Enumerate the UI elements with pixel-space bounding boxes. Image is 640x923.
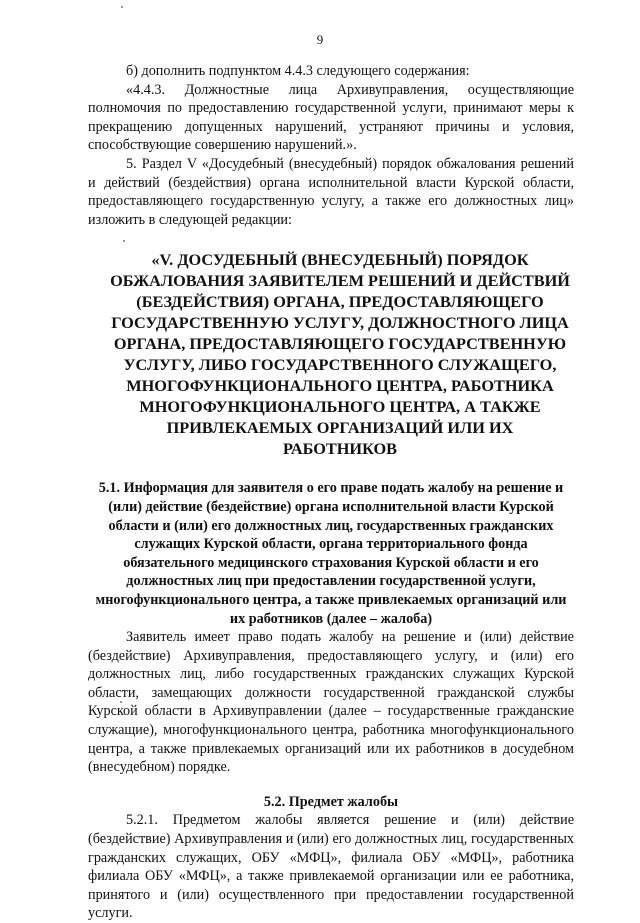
- section-5-2-body: 5.2.1. Предметом жалобы является решение и (или) действие (бездействие) Архивуправления и (или) его должностных лиц, государственных гражданских служащих, ОБУ «МФЦ», филиала ОБУ «МФЦ», работника филиала ОБУ «МФЦ», а также привлекаемой организации или ее работника, принятого и (или) осуществленного при предоставлении государственной услуги.: [88, 812, 574, 922]
- document-body: [88, 62, 574, 923]
- section-5-1-body: Заявитель имеет право подать жалобу на решение и (или) действие (бездействие) Архивуправления, предоставляющего услугу, и (или) его должностных лиц, либо государственных гражданских служащих Курской области, замещающих должности государственной гражданской службы Курской области в Архивуправлении (далее – государственные гражданские служащие), многофункционального центра, работника многофункционального центра, а также привлекаемых организаций или их работников в досудебном (внесудебном) порядке.: [88, 629, 574, 776]
- paragraph-amendment-b: б) дополнить подпунктом 4.4.3 следующего содержания:: [126, 63, 470, 79]
- chapter-heading: «V. ДОСУДЕБНЫЙ (ВНЕСУДЕБНЫЙ) ПОРЯДОК ОБЖАЛОВАНИЯ ЗАЯВИТЕЛЕМ РЕШЕНИЙ И ДЕЙСТВИЙ (БЕЗДЕЙСТВИЯ) ОРГАНА, ПРЕДОСТАВЛЯЮЩЕГО ГОСУДАРСТВЕННУЮ УСЛУГУ, ДОЛЖНОСТНОГО ЛИЦА ОРГАНА, ПРЕДОСТАВЛЯЮЩЕГО ГОСУДАРСТВЕННУЮ УСЛУГУ, ЛИБО ГОСУДАРСТВЕННОГО СЛУЖАЩЕГО, МНОГОФУНКЦИОНАЛЬНОГО ЦЕНТРА, РАБОТНИКА МНОГОФУНКЦИОНАЛЬНОГО ЦЕНТРА, А ТАКЖЕ ПРИВЛЕКАЕМЫХ ОРГАНИЗАЦИЙ ИЛИ ИХ РАБОТНИКОВ: [110, 250, 570, 459]
- paragraph-section-v-intro: 5. Раздел V «Досудебный (внесудебный) порядок обжалования решений и действий (бездействия) органа исполнительной власти Курской области, предоставляющего государственную услугу, а также его должностных лиц» изложить в следующей редакции:: [88, 155, 574, 228]
- paragraph-4-4-3: «4.4.3. Должностные лица Архивуправления, осуществляющие полномочия по предоставлению государственной услуги, принимают меры к прекращению допущенных нарушений, устраняют причины и условия, способствующие совершению нарушений.».: [88, 81, 574, 154]
- section-5-1-heading: 5.1. Информация для заявителя о его праве подать жалобу на решение и (или) действие (бездействие) органа исполнительной власти Курской области и (или) его должностных лиц, государственных гражданских служащих Курской области, органа территориального фонда обязательного медицинского страхования Курской области и его должностных лиц при предоставлении государственной услуги, многофункционального центра, а также привлекаемых организаций или их работников (далее – жалоба): [95, 480, 567, 627]
- section-5-2-heading: 5.2. Предмет жалобы: [263, 793, 399, 810]
- scan-speck: [121, 6, 123, 8]
- page-number: 9: [316, 32, 324, 47]
